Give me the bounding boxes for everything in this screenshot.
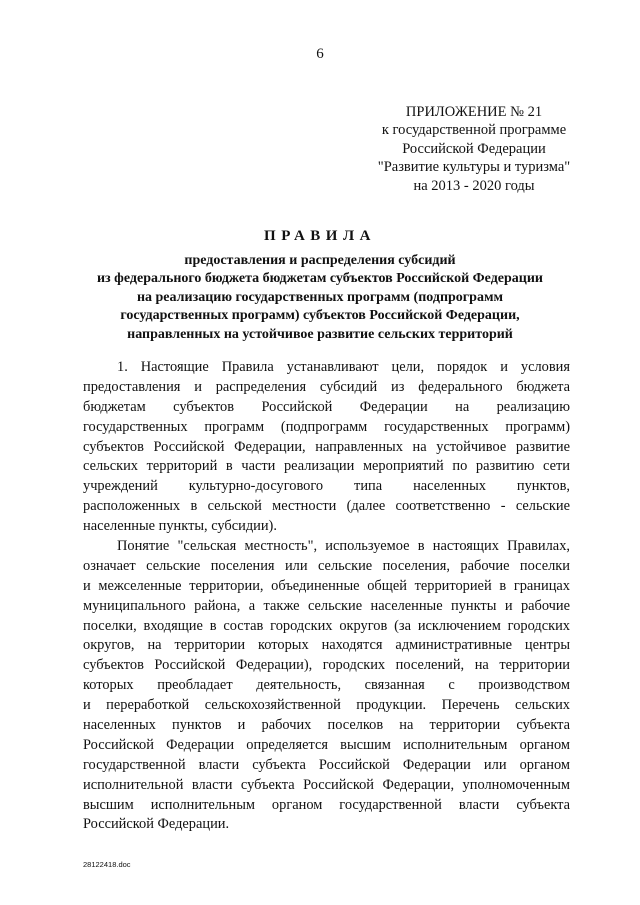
text-line: государственной власти субъекта Российской Федерации или органом <box>83 756 570 773</box>
text-line: муниципального района, а также сельские населенные пункты и рабочие <box>83 597 570 614</box>
annex-block <box>358 103 590 195</box>
text-line: поселки, входящие в состав городских округов (за исключением городских <box>83 617 570 634</box>
text-line: бюджетам субъектов Российской Федерации на реализацию <box>83 398 570 415</box>
subtitle-line: направленных на устойчивое развитие сельских территорий <box>127 326 513 342</box>
text-line: означает сельские поселения или сельские поселения, рабочие поселки <box>83 557 570 574</box>
text-line: и межселенные территории, объединенные общей территорией в границах <box>83 577 570 594</box>
text-line: исполнительной власти субъекта Российской Федерации, уполномоченным <box>83 776 570 793</box>
subtitle-line: государственных программ) субъектов Российской Федерации, <box>120 308 520 324</box>
text-line: и переработкой сельскохозяйственной продукции. Перечень сельских <box>83 697 570 714</box>
document-title: ПРАВИЛА <box>264 228 376 244</box>
text-line: расположенных в сельской местности (далее соответственно - сельские <box>83 498 570 515</box>
text-line: субъектов Российской Федерации), городских поселений, на территории <box>83 657 570 674</box>
annex-line: Российской Федерации <box>402 140 546 157</box>
paragraph-2 <box>83 537 570 835</box>
text-line: предоставления и распределения субсидий из федерального бюджета <box>83 378 570 395</box>
text-line: населенных пунктов и рабочих поселков на территории субъекта <box>83 717 570 734</box>
annex-line: на 2013 - 2020 годы <box>413 177 535 194</box>
text-line: которых преобладает деятельность, связанная с производством <box>83 677 570 694</box>
text-line: округов, на территории которых находятся административные центры <box>83 637 570 654</box>
text-line: населенные пункты, субсидии). <box>83 518 277 535</box>
annex-line: "Развитие культуры и туризма" <box>377 159 571 176</box>
document-subtitle <box>70 252 570 344</box>
text-line: Российской Федерации. <box>83 816 230 833</box>
text-line: государственных программ (подпрограмм государственных программ) <box>83 418 570 435</box>
paragraph-1 <box>83 358 570 537</box>
text-line: сельских территорий в части реализации мероприятий по развитию сети <box>83 458 570 475</box>
annex-line: к государственной программе <box>381 122 567 139</box>
subtitle-line: предоставления и распределения субсидий <box>184 253 456 268</box>
text-line: Понятие "сельская местность", используемое в настоящих Правилах, <box>117 538 570 555</box>
page-number: 6 <box>316 46 324 62</box>
text-line: субъектов Российской Федерации, направленных на устойчивое развитие <box>83 438 570 455</box>
subtitle-line: из федерального бюджета бюджетам субъектов Российской Федерации <box>96 271 543 287</box>
text-line: Российской Федерации определяется высшим исполнительным органом <box>83 736 570 753</box>
text-line: 1. Настоящие Правила устанавливают цели, порядок и условия <box>117 359 570 375</box>
annex-number: ПРИЛОЖЕНИЕ № 21 <box>405 104 543 120</box>
subtitle-line: на реализацию государственных программ (подпрограмм <box>136 289 504 305</box>
document-body <box>83 358 570 835</box>
text-line: высшим исполнительным органом государственной власти субъекта <box>83 796 570 813</box>
footer-file-name: 28122418.doc <box>83 860 131 869</box>
text-line: учреждений культурно-досугового типа населенных пунктов, <box>83 478 570 495</box>
